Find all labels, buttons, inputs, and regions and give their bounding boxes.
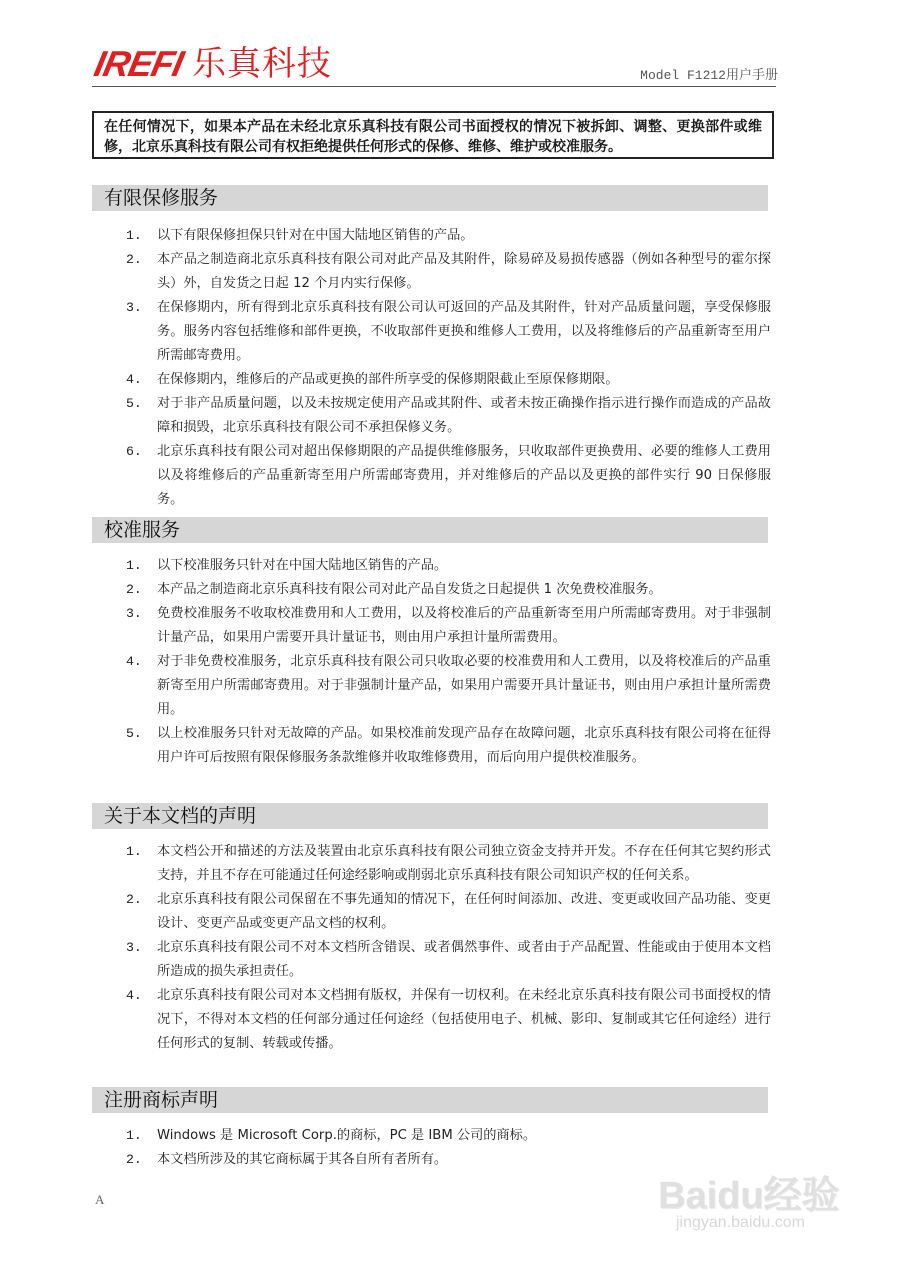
item-text: 本产品之制造商北京乐真科技有限公司对此产品自发货之日起提供 1 次免费校准服务。: [157, 582, 662, 597]
item-number: 1.: [126, 228, 142, 243]
item-number: 3.: [126, 606, 142, 621]
item-number: 2.: [126, 252, 142, 267]
item-text: 北京乐真科技有限公司不对本文档所含错误、或者偶然事件、或者由于产品配置、性能或由于使用本文档所造成的损失承担责任。: [157, 940, 771, 979]
item-text: 以下校准服务只针对在中国大陆地区销售的产品。: [157, 558, 448, 573]
item-number: 2.: [126, 892, 142, 907]
section-title-warranty: 有限保修服务: [104, 187, 219, 209]
section-title-calibration: 校准服务: [104, 519, 181, 541]
list-item: [126, 440, 771, 512]
section-header-bar: [92, 517, 768, 543]
list-item: [126, 224, 771, 248]
list-item: [126, 392, 771, 440]
item-text: 免费校准服务不收取校准费用和人工费用，以及将校准后的产品重新寄至用户所需邮寄费用。对于非强制计量产品，如果用户需要开具计量证书，则由用户承担计量所需费用。: [157, 606, 771, 645]
list-item: [126, 602, 771, 650]
list-item: [126, 296, 771, 368]
item-number: 6.: [126, 444, 142, 459]
item-text: 北京乐真科技有限公司对超出保修期限的产品提供维修服务，只收取部件更换费用、必要的维修人工费用以及将维修后的产品重新寄至用户所需邮寄费用，并对维修后的产品以及更换的部件实行 90 日保修服务。: [157, 444, 771, 507]
list-item: [126, 840, 771, 888]
list-item: [126, 368, 771, 392]
list-item: [126, 248, 771, 296]
header-divider: [92, 86, 776, 87]
logo-mark: IREFI: [90, 43, 187, 84]
watermark-sub: jingyan.baidu.com: [676, 1214, 805, 1231]
item-text: 以下有限保修担保只针对在中国大陆地区销售的产品。: [157, 228, 474, 243]
section-title-document-statement: 关于本文档的声明: [104, 805, 257, 827]
item-number: 1.: [126, 844, 142, 859]
item-text: 北京乐真科技有限公司对本文档拥有版权，并保有一切权利。在未经北京乐真科技有限公司书面授权的情况下，不得对本文档的任何部分通过任何途经（包括使用电子、机械、影印、复制或其它任何途经）进行任何形式的复制、转载或传播。: [157, 988, 771, 1051]
list-item: [126, 1124, 771, 1148]
document-statement-list: [126, 840, 771, 1056]
item-text: 本文档公开和描述的方法及装置由北京乐真科技有限公司独立资金支持并开发。不存在任何其它契约形式支持，并且不存在可能通过任何途经影响或削弱北京乐真科技有限公司知识产权的任何关系。: [157, 844, 771, 883]
item-number: 2.: [126, 582, 142, 597]
list-item: [126, 650, 771, 722]
item-text: Windows 是 Microsoft Corp.的商标，PC 是 IBM 公司的商标。: [157, 1128, 537, 1143]
item-number: 4.: [126, 372, 142, 387]
item-number: 5.: [126, 726, 142, 741]
warranty-notice-box: 在任何情况下，如果本产品在未经北京乐真科技有限公司书面授权的情况下被拆卸、调整、更换部件或维修，北京乐真科技有限公司有权拒绝提供任何形式的保修、维修、维护或校准服务。: [92, 111, 774, 159]
company-logo: [90, 43, 333, 84]
section-title-trademark: 注册商标声明: [104, 1089, 219, 1111]
item-number: 4.: [126, 988, 142, 1003]
item-number: 1.: [126, 558, 142, 573]
item-text: 在保修期内，维修后的产品或更换的部件所享受的保修期限截止至原保修期限。: [157, 372, 619, 387]
item-text: 以上校准服务只针对无故障的产品。如果校准前发现产品存在故障问题，北京乐真科技有限公司将在征得用户许可后按照有限保修服务条款维修并收取维修费用，而后向用户提供校准服务。: [157, 726, 771, 765]
item-text: 本文档所涉及的其它商标属于其各自所有者所有。: [157, 1152, 448, 1167]
item-number: 5.: [126, 396, 142, 411]
list-item: [126, 936, 771, 984]
item-text: 北京乐真科技有限公司保留在不事先通知的情况下，在任何时间添加、改进、变更或收回产品功能、变更设计、变更产品或变更产品文档的权利。: [157, 892, 771, 931]
logo-text: 乐真科技: [192, 44, 333, 84]
list-item: [126, 888, 771, 936]
list-item: [126, 578, 771, 602]
baidu-watermark: [646, 1160, 846, 1250]
item-number: 3.: [126, 940, 142, 955]
item-number: 2.: [126, 1152, 142, 1167]
item-text: 对于非免费校准服务，北京乐真科技有限公司只收取必要的校准费用和人工费用，以及将校准后的产品重新寄至用户所需邮寄费用。对于非强制计量产品，如果用户需要开具计量证书，则由用户承担计量所需费用。: [157, 654, 771, 717]
item-number: 3.: [126, 300, 142, 315]
page-number: A: [95, 1192, 105, 1207]
item-text: 在保修期内，所有得到北京乐真科技有限公司认可返回的产品及其附件，针对产品质量问题，享受保修服务。服务内容包括维修和部件更换，不收取部件更换和维修人工费用，以及将维修后的产品重新寄至用户所需邮寄费用。: [157, 300, 771, 363]
item-number: 1.: [126, 1128, 142, 1143]
list-item: [126, 722, 771, 770]
item-text: 对于非产品质量问题，以及未按规定使用产品或其附件、或者未按正确操作指示进行操作而造成的产品故障和损毁，北京乐真科技有限公司不承担保修义务。: [157, 396, 771, 435]
list-item: [126, 554, 771, 578]
watermark-main: Baidu经验: [658, 1175, 840, 1217]
item-text: 本产品之制造商北京乐真科技有限公司对此产品及其附件，除易碎及易损传感器（例如各种型号的霍尔探头）外，自发货之日起 12 个月内实行保修。: [157, 252, 771, 291]
list-item: [126, 984, 771, 1056]
warranty-list: [126, 224, 771, 512]
calibration-list: [126, 554, 771, 770]
document-title: Model F1212用户手册: [640, 68, 778, 83]
item-number: 4.: [126, 654, 142, 669]
